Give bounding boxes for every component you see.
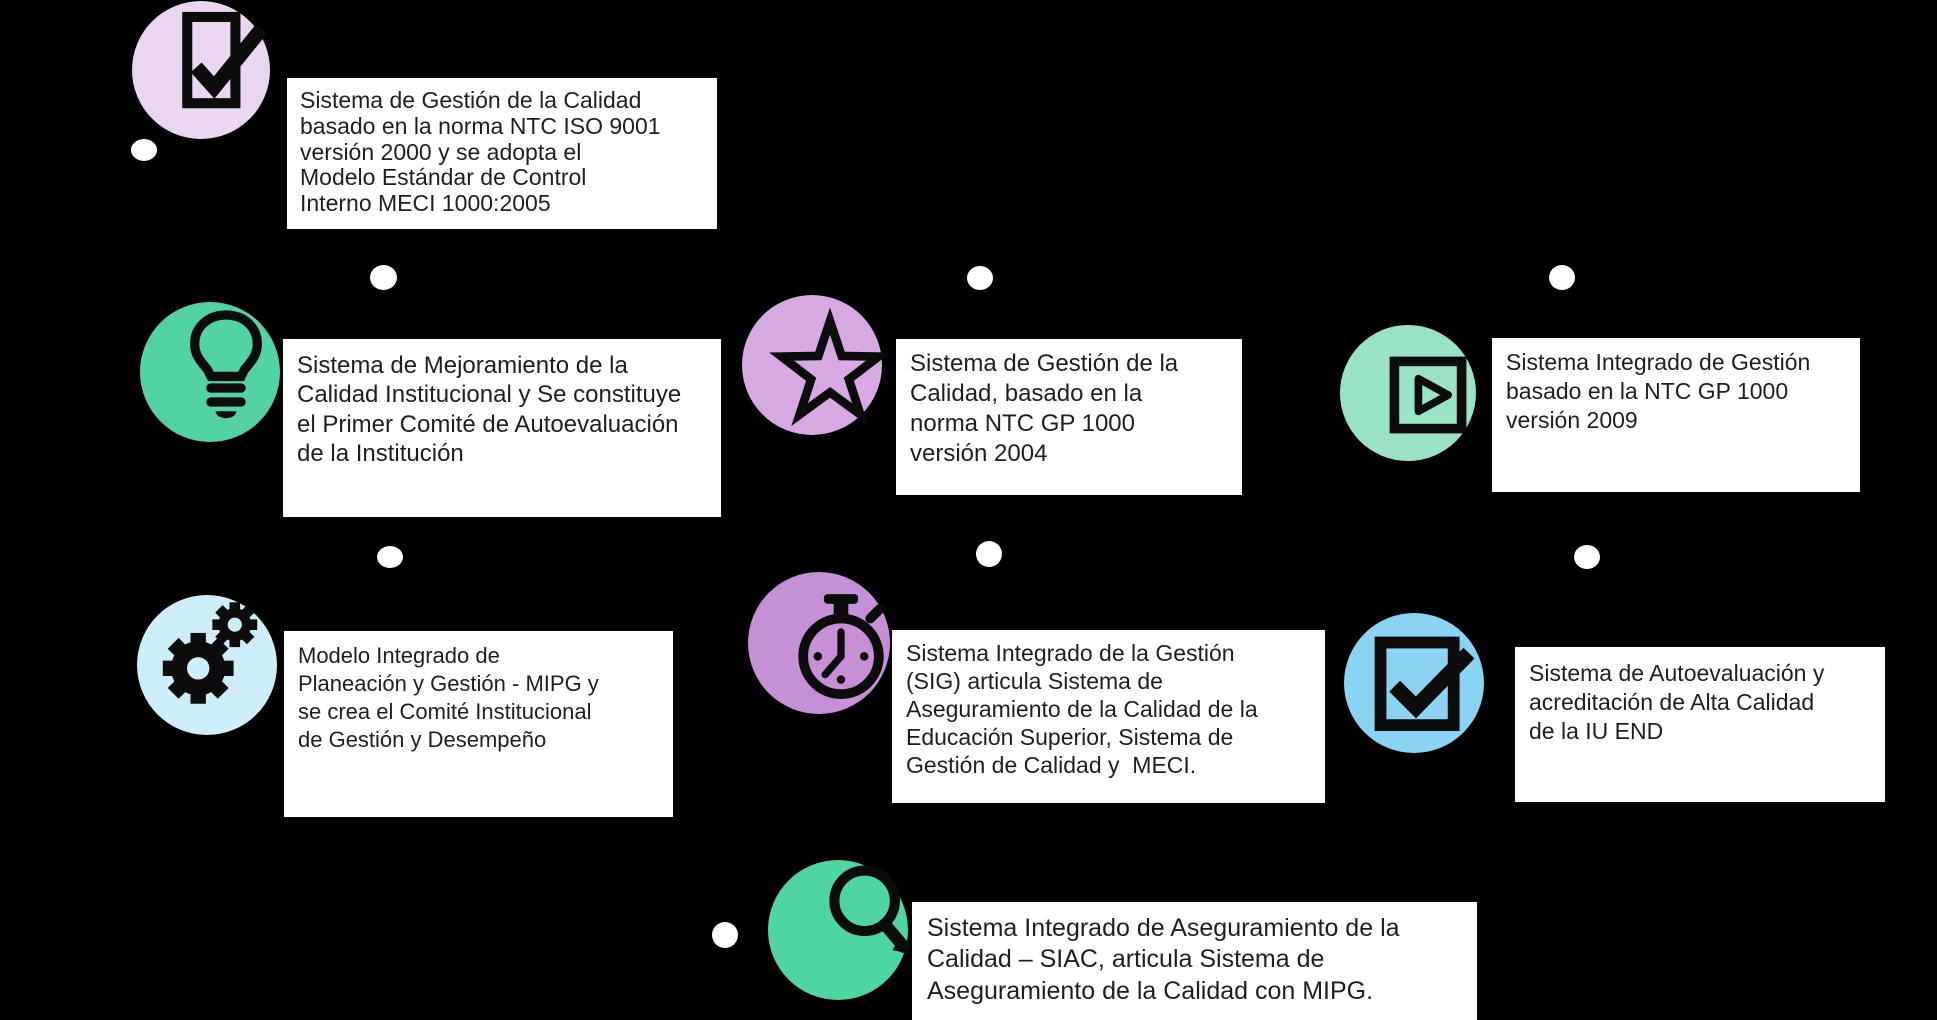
milestone-textbox xyxy=(1492,338,1860,492)
milestone-text-line: Sistema Integrado de la Gestión xyxy=(906,640,1235,666)
milestone-text-line: Interno MECI 1000:2005 xyxy=(300,190,551,216)
milestone-text-line: basado en la norma NTC ISO 9001 xyxy=(300,112,661,139)
clipboard-check-icon xyxy=(157,8,269,120)
milestone-textbox xyxy=(284,631,673,817)
gears-icon xyxy=(151,594,269,712)
milestone-textbox xyxy=(283,339,721,517)
milestone-text-line: versión 2009 xyxy=(1506,406,1638,433)
star-icon xyxy=(768,305,892,429)
milestone-text-line: Sistema Integrado de Aseguramiento de la xyxy=(927,914,1400,942)
milestone-textbox xyxy=(1515,647,1885,802)
play-square-icon xyxy=(1380,347,1476,443)
milestone-text-line: se crea el Comité Institucional xyxy=(298,698,592,724)
milestone-text-line: Sistema de Autoevaluación y xyxy=(1529,660,1825,686)
milestone-text-line: versión 2004 xyxy=(910,440,1048,467)
milestone-text-line: norma NTC GP 1000 xyxy=(910,410,1135,437)
milestone-text-line: Sistema de Mejoramiento de la xyxy=(297,352,628,379)
milestone-text-line: Aseguramiento de la Calidad con MIPG. xyxy=(927,976,1374,1005)
milestone-text-line: de Gestión y Desempeño xyxy=(298,726,547,752)
milestone-text-line: Sistema de Gestión de la xyxy=(910,350,1179,377)
timeline-dot xyxy=(967,266,993,290)
milestone-text-line: basado en la NTC GP 1000 xyxy=(1506,377,1789,404)
milestone-text-line: Modelo Integrado de xyxy=(298,643,500,668)
milestone-textbox xyxy=(896,339,1242,495)
milestone-text-line: (SIG) articula Sistema de xyxy=(906,668,1163,695)
milestone-text-line: el Primer Comité de Autoevaluación xyxy=(297,410,679,438)
lightbulb-icon xyxy=(168,308,284,424)
milestone-text-line: de la Institución xyxy=(297,439,464,467)
magnifier-icon xyxy=(812,856,924,968)
checkbox-icon xyxy=(1364,626,1482,744)
timeline-dot xyxy=(1549,265,1575,290)
timeline-dot xyxy=(377,546,403,568)
timeline-dot xyxy=(712,922,738,948)
milestone-text-line: Calidad – SIAC, articula Sistema de xyxy=(927,945,1325,974)
milestone-text-line: Gestión de Calidad y MECI. xyxy=(906,752,1197,779)
milestone-textbox xyxy=(892,630,1325,803)
timeline-dot xyxy=(370,265,397,290)
milestone-text-line: Sistema de Gestión de la Calidad xyxy=(300,87,642,113)
timeline-dot xyxy=(976,541,1002,567)
milestone-text-line: acreditación de Alta Calidad xyxy=(1529,688,1815,715)
milestone-text-line: Calidad Institucional y Se constituye xyxy=(297,381,682,409)
milestone-text-line: Aseguramiento de la Calidad de la xyxy=(906,696,1258,723)
milestone-text-line: versión 2000 y se adopta el xyxy=(300,138,582,165)
milestone-textbox xyxy=(287,78,717,229)
milestone-textbox xyxy=(912,902,1477,1020)
milestone-text-line: Modelo Estándar de Control xyxy=(300,164,587,191)
stopwatch-icon xyxy=(780,588,902,710)
milestone-text-line: Educación Superior, Sistema de xyxy=(906,724,1234,751)
timeline-dot xyxy=(1574,545,1600,569)
timeline-dot xyxy=(131,139,157,161)
milestone-text-line: Sistema Integrado de Gestión xyxy=(1506,349,1811,375)
milestone-text-line: Calidad, basado en la xyxy=(910,380,1143,407)
milestone-text-line: de la IU END xyxy=(1529,717,1664,744)
milestone-text-line: Planeación y Gestión - MIPG y xyxy=(298,670,599,696)
